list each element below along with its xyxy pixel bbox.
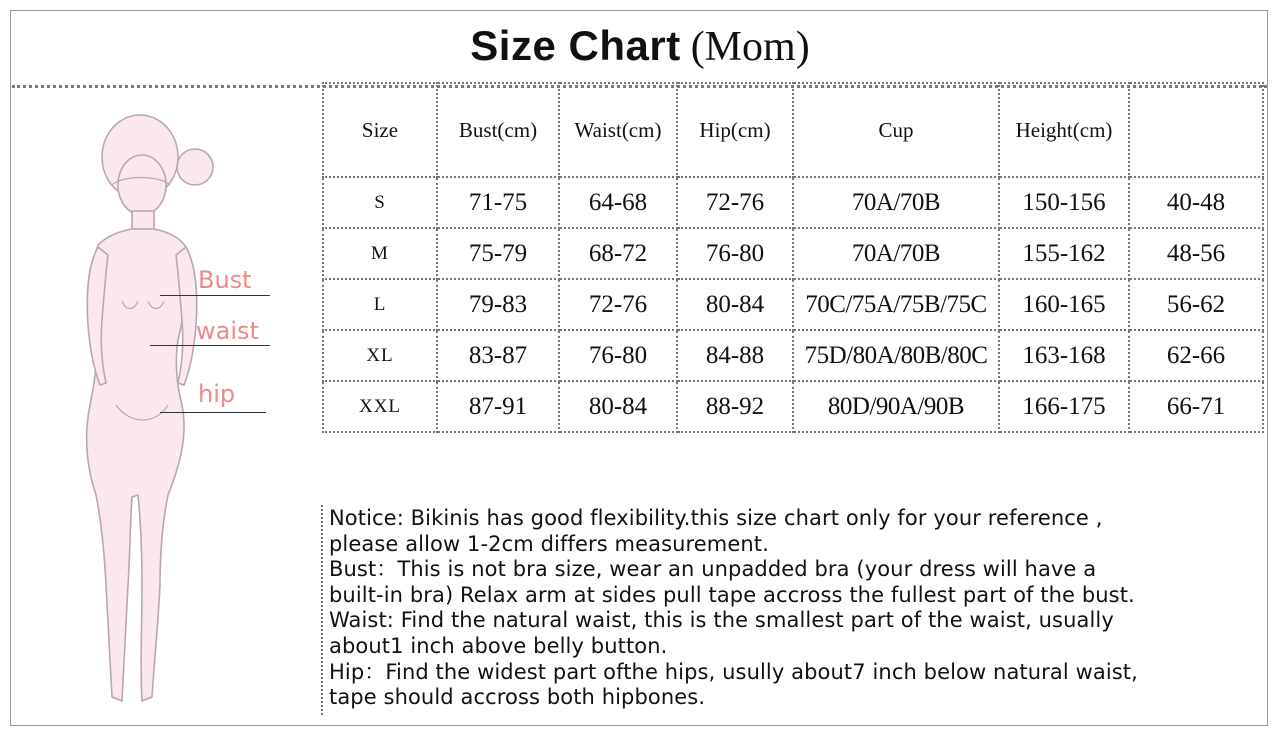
extra-cell: 48-56 [1129, 228, 1263, 279]
bust-cell: 71-75 [437, 177, 559, 228]
hip-label: hip [198, 380, 236, 408]
notice-divider [321, 505, 323, 715]
cup-cell: 80D/90A/90B [793, 381, 999, 432]
hip-cell: 84-88 [677, 330, 793, 381]
header-extra [1129, 83, 1263, 177]
waist-cell: 80-84 [559, 381, 677, 432]
height-cell: 163-168 [999, 330, 1129, 381]
cup-cell: 70A/70B [793, 177, 999, 228]
hip-cell: 72-76 [677, 177, 793, 228]
size-table [322, 82, 1264, 433]
header-size: Size [323, 83, 437, 177]
height-cell: 155-162 [999, 228, 1129, 279]
size-cell: XL [323, 330, 437, 381]
hip-cell: 88-92 [677, 381, 793, 432]
hip-cell: 76-80 [677, 228, 793, 279]
bust-cell: 83-87 [437, 330, 559, 381]
notice-line: please allow 1-2cm differs measurement. [329, 531, 769, 556]
header-waist: Waist(cm) [559, 83, 677, 177]
size-cell: L [323, 279, 437, 330]
waist-cell: 72-76 [559, 279, 677, 330]
body-figure [60, 105, 320, 710]
bust-cell: 87-91 [437, 381, 559, 432]
table-header-row [323, 83, 1263, 177]
table-row [323, 177, 1263, 228]
header-height: Height(cm) [999, 83, 1129, 177]
notice-line: built-in bra) Relax arm at sides pull tape accross the fullest part of the bust. [329, 582, 1135, 607]
waist-cell: 68-72 [559, 228, 677, 279]
height-cell: 150-156 [999, 177, 1129, 228]
cup-cell: 75D/80A/80B/80C [793, 330, 999, 381]
table-row [323, 381, 1263, 432]
cup-cell: 70C/75A/75B/75C [793, 279, 999, 330]
waist-label: waist [196, 317, 259, 345]
waist-line [150, 345, 270, 346]
size-cell: XXL [323, 381, 437, 432]
bust-cell: 75-79 [437, 228, 559, 279]
title-sub: (Mom) [690, 24, 810, 70]
header-cup: Cup [793, 83, 999, 177]
bust-line [160, 295, 270, 296]
notice-line: about1 inch above belly button. [329, 633, 668, 658]
page-title [0, 22, 1280, 71]
extra-cell: 66-71 [1129, 381, 1263, 432]
waist-cell: 64-68 [559, 177, 677, 228]
hip-cell: 80-84 [677, 279, 793, 330]
notice-line: tape should accross both hipbones. [329, 685, 706, 710]
waist-cell: 76-80 [559, 330, 677, 381]
notice-line: Notice: Bikinis has good flexibility.this size chart only for your reference , [329, 506, 1103, 530]
height-cell: 160-165 [999, 279, 1129, 330]
table-row [323, 330, 1263, 381]
hip-line [160, 412, 266, 413]
header-hip: Hip(cm) [677, 83, 793, 177]
extra-cell: 62-66 [1129, 330, 1263, 381]
cup-cell: 70A/70B [793, 228, 999, 279]
size-cell: S [323, 177, 437, 228]
table-row [323, 228, 1263, 279]
notice-line: Hip：Find the widest part ofthe hips, usully about7 inch below natural waist, [329, 659, 1138, 684]
extra-cell: 56-62 [1129, 279, 1263, 330]
notice-line: Bust：This is not bra size, wear an unpadded bra (your dress will have a [329, 557, 1097, 582]
notice-text [329, 506, 1269, 711]
notice-line: Waist: Find the natural waist, this is the smallest part of the waist, usually [329, 608, 1114, 633]
bust-label: Bust [198, 266, 252, 294]
title-main: Size Chart [470, 22, 681, 69]
extra-cell: 40-48 [1129, 177, 1263, 228]
table-row [323, 279, 1263, 330]
bust-cell: 79-83 [437, 279, 559, 330]
height-cell: 166-175 [999, 381, 1129, 432]
size-cell: M [323, 228, 437, 279]
body-silhouette-icon [60, 105, 320, 710]
header-bust: Bust(cm) [437, 83, 559, 177]
